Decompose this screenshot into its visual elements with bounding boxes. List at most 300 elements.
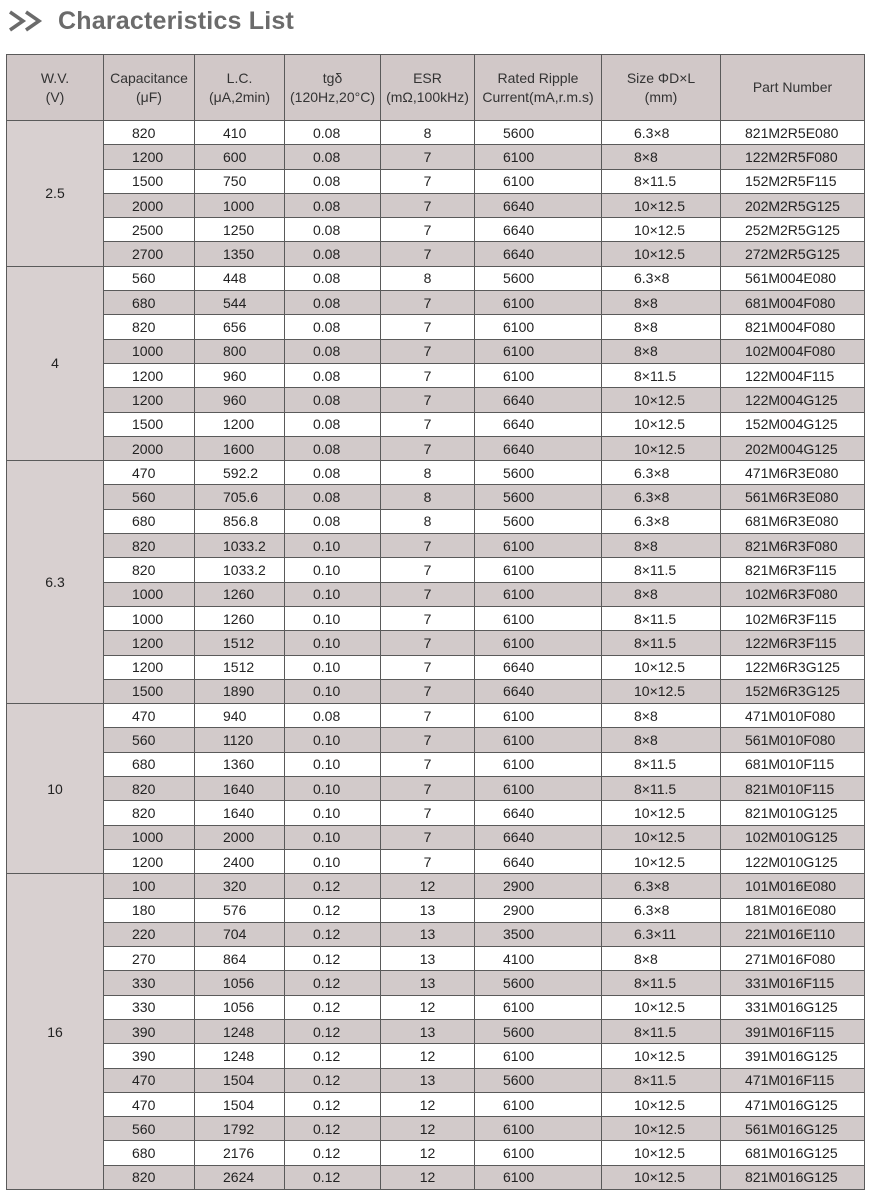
size-cell: 8×11.5 [602, 752, 721, 776]
ripple-cell: 6640 [475, 849, 602, 873]
part-number-cell: 681M004F080 [721, 291, 865, 315]
capacitance-cell: 1200 [104, 655, 195, 679]
esr-cell: 12 [381, 1092, 475, 1116]
capacitance-cell: 330 [104, 971, 195, 995]
ripple-cell: 6640 [475, 193, 602, 217]
tgd-cell: 0.08 [285, 315, 381, 339]
part-number-cell: 181M016E080 [721, 898, 865, 922]
capacitance-cell: 1000 [104, 582, 195, 606]
capacitance-cell: 1000 [104, 339, 195, 363]
ripple-cell: 6640 [475, 801, 602, 825]
ripple-cell: 6640 [475, 218, 602, 242]
size-cell: 10×12.5 [602, 1165, 721, 1189]
ripple-cell: 6640 [475, 825, 602, 849]
table-row [7, 363, 865, 387]
tgd-cell: 0.12 [285, 971, 381, 995]
ripple-cell: 6100 [475, 582, 602, 606]
table-row [7, 339, 865, 363]
ripple-cell: 5600 [475, 971, 602, 995]
capacitance-cell: 470 [104, 1092, 195, 1116]
tgd-cell: 0.12 [285, 874, 381, 898]
tgd-cell: 0.08 [285, 121, 381, 145]
header-label: L.C. [226, 69, 253, 86]
header-label: (120Hz,20°C) [290, 88, 375, 105]
ripple-cell: 6100 [475, 728, 602, 752]
esr-cell: 7 [381, 777, 475, 801]
size-cell: 6.3×11 [602, 922, 721, 946]
table-row [7, 1165, 865, 1189]
part-number-cell: 331M016G125 [721, 995, 865, 1019]
size-cell: 8×8 [602, 291, 721, 315]
esr-cell: 7 [381, 801, 475, 825]
capacitance-cell: 390 [104, 1019, 195, 1043]
ripple-cell: 6100 [475, 534, 602, 558]
lc-cell: 1504 [195, 1092, 285, 1116]
capacitance-cell: 820 [104, 777, 195, 801]
size-cell: 10×12.5 [602, 1141, 721, 1165]
size-cell: 10×12.5 [602, 801, 721, 825]
part-number-cell: 202M004G125 [721, 436, 865, 460]
part-number-cell: 681M016G125 [721, 1141, 865, 1165]
part-number-cell: 821M010G125 [721, 801, 865, 825]
ripple-cell: 6640 [475, 412, 602, 436]
capacitance-cell: 2000 [104, 436, 195, 460]
lc-cell: 1640 [195, 801, 285, 825]
size-cell: 6.3×8 [602, 874, 721, 898]
size-cell: 8×8 [602, 534, 721, 558]
capacitance-cell: 2000 [104, 193, 195, 217]
esr-cell: 7 [381, 752, 475, 776]
ripple-cell: 6100 [475, 777, 602, 801]
part-number-cell: 681M6R3E080 [721, 509, 865, 533]
table-row [7, 291, 865, 315]
part-number-cell: 152M2R5F115 [721, 169, 865, 193]
part-number-cell: 471M6R3E080 [721, 461, 865, 485]
lc-cell: 410 [195, 121, 285, 145]
table-row [7, 534, 865, 558]
table-row [7, 121, 865, 145]
esr-cell: 7 [381, 631, 475, 655]
tgd-cell: 0.10 [285, 752, 381, 776]
tgd-cell: 0.08 [285, 266, 381, 290]
header-ripple [475, 55, 602, 121]
tgd-cell: 0.10 [285, 631, 381, 655]
esr-cell: 12 [381, 874, 475, 898]
size-cell: 8×8 [602, 728, 721, 752]
esr-cell: 7 [381, 436, 475, 460]
lc-cell: 1250 [195, 218, 285, 242]
lc-cell: 1056 [195, 971, 285, 995]
capacitance-cell: 100 [104, 874, 195, 898]
lc-cell: 1033.2 [195, 558, 285, 582]
esr-cell: 13 [381, 898, 475, 922]
size-cell: 6.3×8 [602, 509, 721, 533]
esr-cell: 13 [381, 1068, 475, 1092]
header-label: W.V. [40, 69, 70, 86]
part-number-cell: 391M016F115 [721, 1019, 865, 1043]
esr-cell: 7 [381, 193, 475, 217]
esr-cell: 7 [381, 655, 475, 679]
table-body [7, 121, 865, 1190]
tgd-cell: 0.10 [285, 679, 381, 703]
part-number-cell: 561M6R3E080 [721, 485, 865, 509]
ripple-cell: 6100 [475, 1117, 602, 1141]
tgd-cell: 0.12 [285, 995, 381, 1019]
part-number-cell: 821M6R3F115 [721, 558, 865, 582]
ripple-cell: 5600 [475, 485, 602, 509]
tgd-cell: 0.10 [285, 655, 381, 679]
capacitance-cell: 270 [104, 947, 195, 971]
table-row [7, 971, 865, 995]
capacitance-cell: 820 [104, 315, 195, 339]
ripple-cell: 6640 [475, 242, 602, 266]
ripple-cell: 2900 [475, 898, 602, 922]
table-row [7, 606, 865, 630]
capacitance-cell: 470 [104, 704, 195, 728]
tgd-cell: 0.08 [285, 363, 381, 387]
lc-cell: 940 [195, 704, 285, 728]
esr-cell: 8 [381, 509, 475, 533]
esr-cell: 7 [381, 218, 475, 242]
esr-cell: 7 [381, 145, 475, 169]
part-number-cell: 821M6R3F080 [721, 534, 865, 558]
tgd-cell: 0.08 [285, 291, 381, 315]
characteristics-table [6, 54, 865, 1190]
size-cell: 10×12.5 [602, 193, 721, 217]
part-number-cell: 101M016E080 [721, 874, 865, 898]
capacitance-cell: 180 [104, 898, 195, 922]
lc-cell: 750 [195, 169, 285, 193]
ripple-cell: 6100 [475, 339, 602, 363]
size-cell: 10×12.5 [602, 1092, 721, 1116]
esr-cell: 7 [381, 291, 475, 315]
tgd-cell: 0.10 [285, 534, 381, 558]
ripple-cell: 6100 [475, 1165, 602, 1189]
capacitance-cell: 1200 [104, 388, 195, 412]
capacitance-cell: 1200 [104, 849, 195, 873]
tgd-cell: 0.08 [285, 485, 381, 509]
header-label: (μF) [136, 88, 162, 105]
header-label: Size ΦD×L [626, 69, 696, 86]
ripple-cell: 6640 [475, 436, 602, 460]
part-number-cell: 271M016F080 [721, 947, 865, 971]
capacitance-cell: 1200 [104, 145, 195, 169]
lc-cell: 1350 [195, 242, 285, 266]
header-label: Current(mA,r.m.s) [482, 88, 594, 105]
tgd-cell: 0.10 [285, 582, 381, 606]
table-row [7, 558, 865, 582]
lc-cell: 320 [195, 874, 285, 898]
tgd-cell: 0.08 [285, 242, 381, 266]
part-number-cell: 202M2R5G125 [721, 193, 865, 217]
lc-cell: 2000 [195, 825, 285, 849]
lc-cell: 960 [195, 363, 285, 387]
wv-group-cell: 2.5 [7, 121, 104, 267]
lc-cell: 1248 [195, 1019, 285, 1043]
lc-cell: 1600 [195, 436, 285, 460]
header-label: Part Number [752, 79, 833, 95]
tgd-cell: 0.10 [285, 728, 381, 752]
lc-cell: 600 [195, 145, 285, 169]
tgd-cell: 0.12 [285, 1044, 381, 1068]
esr-cell: 7 [381, 728, 475, 752]
size-cell: 10×12.5 [602, 436, 721, 460]
ripple-cell: 6100 [475, 606, 602, 630]
part-number-cell: 272M2R5G125 [721, 242, 865, 266]
part-number-cell: 122M004G125 [721, 388, 865, 412]
header-label: (mΩ,100kHz) [386, 88, 469, 105]
table-row [7, 169, 865, 193]
size-cell: 8×8 [602, 315, 721, 339]
ripple-cell: 6100 [475, 558, 602, 582]
part-number-cell: 471M016F115 [721, 1068, 865, 1092]
capacitance-cell: 2500 [104, 218, 195, 242]
esr-cell: 7 [381, 388, 475, 412]
esr-cell: 13 [381, 947, 475, 971]
lc-cell: 1504 [195, 1068, 285, 1092]
tgd-cell: 0.12 [285, 1141, 381, 1165]
size-cell: 6.3×8 [602, 898, 721, 922]
ripple-cell: 5600 [475, 121, 602, 145]
table-row [7, 1044, 865, 1068]
table-row [7, 728, 865, 752]
part-number-cell: 561M016G125 [721, 1117, 865, 1141]
ripple-cell: 3500 [475, 922, 602, 946]
capacitance-cell: 680 [104, 1141, 195, 1165]
lc-cell: 1792 [195, 1117, 285, 1141]
size-cell: 8×8 [602, 947, 721, 971]
esr-cell: 7 [381, 825, 475, 849]
esr-cell: 7 [381, 704, 475, 728]
header-size [602, 55, 721, 121]
size-cell: 8×11.5 [602, 363, 721, 387]
ripple-cell: 5600 [475, 1068, 602, 1092]
esr-cell: 12 [381, 1141, 475, 1165]
size-cell: 10×12.5 [602, 825, 721, 849]
capacitance-cell: 680 [104, 752, 195, 776]
table-row [7, 825, 865, 849]
table-row [7, 849, 865, 873]
ripple-cell: 2900 [475, 874, 602, 898]
size-cell: 8×8 [602, 145, 721, 169]
part-number-cell: 102M004F080 [721, 339, 865, 363]
header-tgd [285, 55, 381, 121]
capacitance-cell: 470 [104, 1068, 195, 1092]
capacitance-cell: 680 [104, 509, 195, 533]
tgd-cell: 0.12 [285, 1165, 381, 1189]
table-row [7, 874, 865, 898]
size-cell: 8×11.5 [602, 1019, 721, 1043]
capacitance-cell: 1000 [104, 825, 195, 849]
capacitance-cell: 1200 [104, 631, 195, 655]
ripple-cell: 5600 [475, 509, 602, 533]
tgd-cell: 0.08 [285, 436, 381, 460]
table-row [7, 947, 865, 971]
esr-cell: 12 [381, 1165, 475, 1189]
part-number-cell: 331M016F115 [721, 971, 865, 995]
capacitance-cell: 560 [104, 728, 195, 752]
size-cell: 8×8 [602, 582, 721, 606]
esr-cell: 7 [381, 582, 475, 606]
ripple-cell: 6100 [475, 704, 602, 728]
capacitance-cell: 1200 [104, 363, 195, 387]
ripple-cell: 5600 [475, 461, 602, 485]
ripple-cell: 6100 [475, 363, 602, 387]
title-bar [6, 4, 294, 38]
capacitance-cell: 470 [104, 461, 195, 485]
lc-cell: 1890 [195, 679, 285, 703]
table-row [7, 412, 865, 436]
header-row [7, 55, 865, 121]
tgd-cell: 0.08 [285, 218, 381, 242]
header-esr [381, 55, 475, 121]
table-row [7, 631, 865, 655]
ripple-cell: 4100 [475, 947, 602, 971]
capacitance-cell: 1000 [104, 606, 195, 630]
ripple-cell: 6100 [475, 315, 602, 339]
tgd-cell: 0.08 [285, 145, 381, 169]
esr-cell: 7 [381, 315, 475, 339]
ripple-cell: 5600 [475, 266, 602, 290]
table-row [7, 509, 865, 533]
ripple-cell: 6100 [475, 169, 602, 193]
esr-cell: 7 [381, 558, 475, 582]
table-row [7, 801, 865, 825]
capacitance-cell: 1500 [104, 412, 195, 436]
capacitance-cell: 1500 [104, 169, 195, 193]
table-header [7, 55, 865, 121]
header-label: Capacitance [110, 69, 188, 86]
table-row [7, 218, 865, 242]
esr-cell: 7 [381, 534, 475, 558]
lc-cell: 705.6 [195, 485, 285, 509]
tgd-cell: 0.12 [285, 1068, 381, 1092]
esr-cell: 7 [381, 679, 475, 703]
tgd-cell: 0.08 [285, 412, 381, 436]
part-number-cell: 252M2R5G125 [721, 218, 865, 242]
tgd-cell: 0.10 [285, 777, 381, 801]
tgd-cell: 0.12 [285, 1117, 381, 1141]
ripple-cell: 6100 [475, 1141, 602, 1165]
size-cell: 10×12.5 [602, 218, 721, 242]
tgd-cell: 0.08 [285, 509, 381, 533]
size-cell: 10×12.5 [602, 1044, 721, 1068]
tgd-cell: 0.08 [285, 388, 381, 412]
part-number-cell: 821M004F080 [721, 315, 865, 339]
lc-cell: 1640 [195, 777, 285, 801]
lc-cell: 1360 [195, 752, 285, 776]
capacitance-cell: 220 [104, 922, 195, 946]
part-number-cell: 122M004F115 [721, 363, 865, 387]
esr-cell: 7 [381, 606, 475, 630]
esr-cell: 7 [381, 242, 475, 266]
lc-cell: 1248 [195, 1044, 285, 1068]
size-cell: 8×11.5 [602, 558, 721, 582]
table-row [7, 777, 865, 801]
table-row [7, 1068, 865, 1092]
wv-group-cell: 6.3 [7, 461, 104, 704]
table-row [7, 752, 865, 776]
table-row [7, 1019, 865, 1043]
header-capacitance [104, 55, 195, 121]
capacitance-cell: 1500 [104, 679, 195, 703]
size-cell: 10×12.5 [602, 242, 721, 266]
lc-cell: 1512 [195, 631, 285, 655]
esr-cell: 13 [381, 1019, 475, 1043]
lc-cell: 2624 [195, 1165, 285, 1189]
tgd-cell: 0.08 [285, 704, 381, 728]
part-number-cell: 102M6R3F115 [721, 606, 865, 630]
tgd-cell: 0.12 [285, 1092, 381, 1116]
capacitance-cell: 820 [104, 801, 195, 825]
lc-cell: 544 [195, 291, 285, 315]
lc-cell: 576 [195, 898, 285, 922]
size-cell: 6.3×8 [602, 461, 721, 485]
part-number-cell: 152M004G125 [721, 412, 865, 436]
esr-cell: 7 [381, 412, 475, 436]
size-cell: 10×12.5 [602, 849, 721, 873]
lc-cell: 1056 [195, 995, 285, 1019]
capacitance-cell: 330 [104, 995, 195, 1019]
tgd-cell: 0.10 [285, 825, 381, 849]
part-number-cell: 821M016G125 [721, 1165, 865, 1189]
esr-cell: 8 [381, 461, 475, 485]
lc-cell: 656 [195, 315, 285, 339]
header-part-number [721, 55, 865, 121]
tgd-cell: 0.08 [285, 169, 381, 193]
esr-cell: 12 [381, 1044, 475, 1068]
size-cell: 8×8 [602, 339, 721, 363]
lc-cell: 1260 [195, 606, 285, 630]
ripple-cell: 6100 [475, 1092, 602, 1116]
capacitance-cell: 820 [104, 121, 195, 145]
part-number-cell: 561M004E080 [721, 266, 865, 290]
table-row [7, 655, 865, 679]
capacitance-cell: 390 [104, 1044, 195, 1068]
lc-cell: 800 [195, 339, 285, 363]
table-row [7, 679, 865, 703]
part-number-cell: 122M6R3F115 [721, 631, 865, 655]
esr-cell: 8 [381, 485, 475, 509]
part-number-cell: 821M2R5E080 [721, 121, 865, 145]
size-cell: 8×11.5 [602, 777, 721, 801]
lc-cell: 1000 [195, 193, 285, 217]
ripple-cell: 6100 [475, 995, 602, 1019]
table-row [7, 266, 865, 290]
capacitance-cell: 560 [104, 1117, 195, 1141]
lc-cell: 960 [195, 388, 285, 412]
size-cell: 8×8 [602, 704, 721, 728]
table-row [7, 315, 865, 339]
ripple-cell: 6640 [475, 679, 602, 703]
header-label: (μA,2min) [209, 88, 270, 105]
capacitance-cell: 820 [104, 1165, 195, 1189]
esr-cell: 7 [381, 849, 475, 873]
tgd-cell: 0.10 [285, 558, 381, 582]
part-number-cell: 821M010F115 [721, 777, 865, 801]
capacitance-cell: 680 [104, 291, 195, 315]
size-cell: 10×12.5 [602, 388, 721, 412]
ripple-cell: 6640 [475, 655, 602, 679]
page-title: Characteristics List [58, 6, 295, 35]
ripple-cell: 6640 [475, 388, 602, 412]
size-cell: 8×11.5 [602, 971, 721, 995]
tgd-cell: 0.08 [285, 461, 381, 485]
esr-cell: 13 [381, 971, 475, 995]
tgd-cell: 0.12 [285, 947, 381, 971]
lc-cell: 856.8 [195, 509, 285, 533]
esr-cell: 13 [381, 922, 475, 946]
